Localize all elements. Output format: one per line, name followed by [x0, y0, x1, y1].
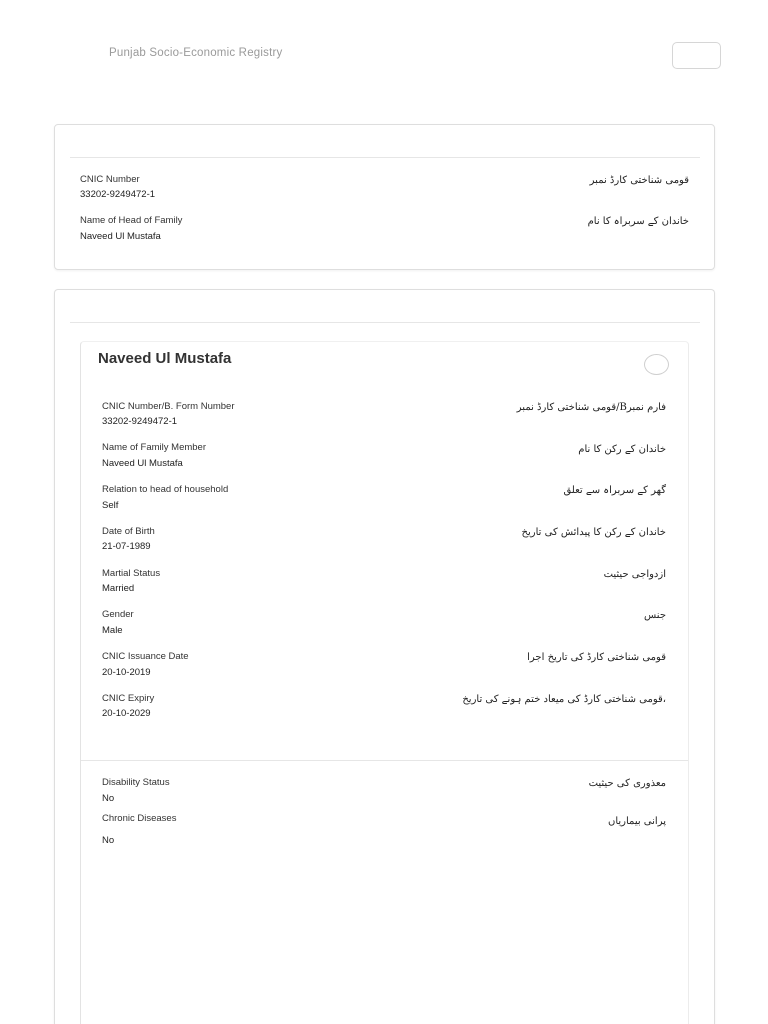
- gender-label: Gender: [102, 609, 134, 620]
- cnic-expiry-urdu-label: ،قومی شناختی کارڈ کی میعاد ختم ہونے کی تاریخ: [462, 694, 666, 705]
- dob-value: 21-07-1989: [102, 541, 151, 552]
- header-menu-button[interactable]: [672, 42, 721, 69]
- member-cnic-value: 33202-9249472-1: [102, 416, 178, 427]
- dob-urdu-label: خاندان کے رکن کا پیدائش کی تاریخ: [521, 527, 666, 538]
- chronic-diseases-urdu-label: پرانی بیماریاں: [607, 816, 666, 827]
- head-of-family-urdu-label: خاندان کے سربراہ کا نام: [587, 216, 689, 227]
- member-name-title: Naveed Ul Mustafa: [98, 350, 232, 367]
- dob-label: Date of Birth: [102, 526, 155, 537]
- disability-status-label: Disability Status: [102, 777, 170, 788]
- app-title: Punjab Socio-Economic Registry: [109, 47, 283, 59]
- member-section-divider: [81, 760, 688, 761]
- member-name-label: Name of Family Member: [102, 442, 206, 453]
- relation-label: Relation to head of household: [102, 484, 229, 495]
- member-expand-toggle[interactable]: [644, 354, 669, 375]
- member-name-urdu-label: خاندان کے رکن کا نام: [578, 444, 666, 455]
- cnic-issuance-urdu-label: قومی شناختی کارڈ کی تاریخ اجرا: [527, 652, 666, 663]
- members-divider: [70, 322, 700, 323]
- cnic-issuance-value: 20-10-2019: [102, 667, 151, 678]
- marital-status-urdu-label: ازدواجی حیثیت: [603, 569, 666, 580]
- disability-status-value: No: [102, 793, 115, 804]
- cnic-number-urdu-label: قومی شناختی کارڈ نمبر: [589, 175, 689, 186]
- member-cnic-urdu-label: فارم نمبرB/قومی شناختی کارڈ نمبر: [516, 402, 666, 413]
- chronic-diseases-label: Chronic Diseases: [102, 813, 177, 824]
- disability-status-urdu-label: معذوری کی حیثیت: [588, 778, 666, 789]
- chronic-diseases-value: No: [102, 835, 115, 846]
- marital-status-label: Martial Status: [102, 568, 161, 579]
- cnic-expiry-label: CNIC Expiry: [102, 693, 155, 704]
- head-of-family-label: Name of Head of Family: [80, 215, 183, 226]
- head-of-family-value: Naveed Ul Mustafa: [80, 231, 161, 242]
- cnic-issuance-label: CNIC Issuance Date: [102, 651, 189, 662]
- gender-urdu-label: جنس: [644, 610, 666, 621]
- member-cnic-label: CNIC Number/B. Form Number: [102, 401, 235, 412]
- household-divider: [70, 157, 700, 158]
- cnic-number-value: 33202-9249472-1: [80, 189, 156, 200]
- cnic-expiry-value: 20-10-2029: [102, 708, 151, 719]
- relation-urdu-label: گھر کے سربراہ سے تعلق: [563, 485, 666, 496]
- member-name-value: Naveed Ul Mustafa: [102, 458, 183, 469]
- marital-status-value: Married: [102, 583, 135, 594]
- relation-value: Self: [102, 500, 119, 511]
- gender-value: Male: [102, 625, 123, 636]
- cnic-number-label: CNIC Number: [80, 174, 140, 185]
